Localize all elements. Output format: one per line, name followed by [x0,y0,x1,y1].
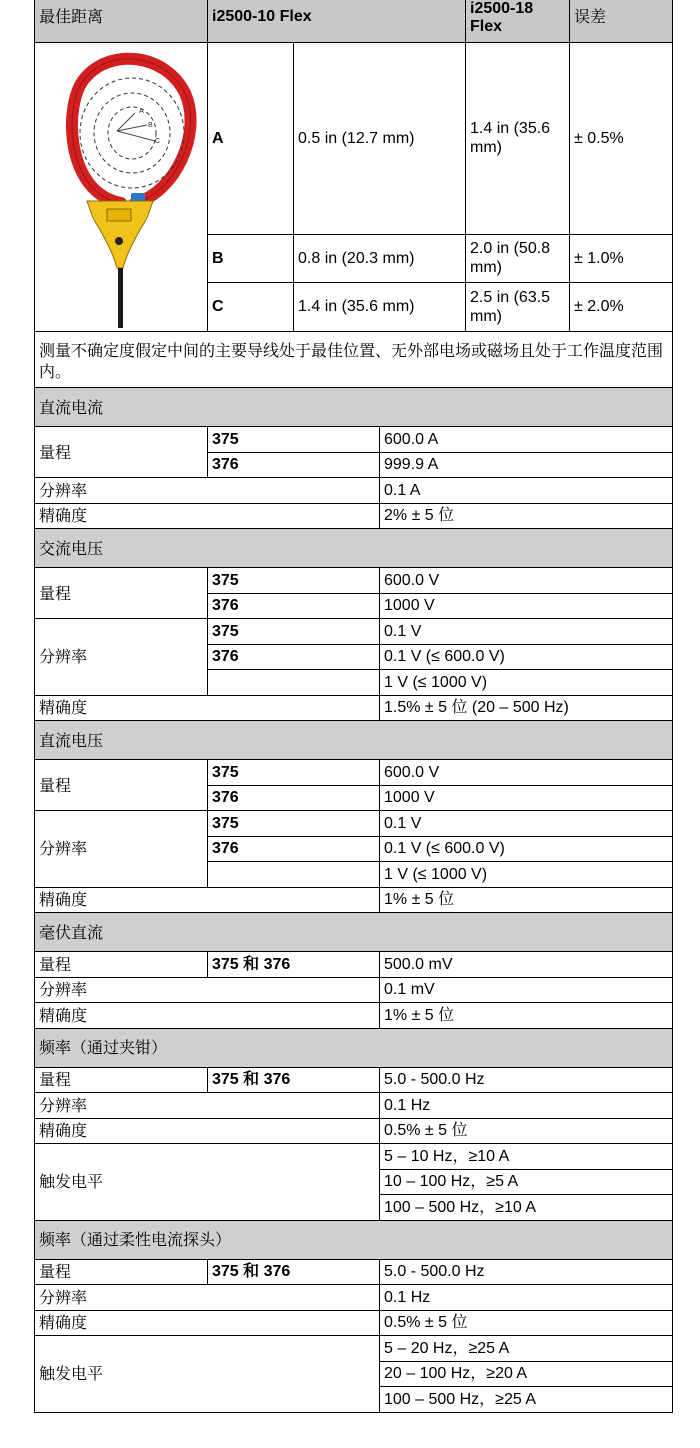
a-i2500-18: 1.4 in (35.6 mm) [466,43,570,235]
optimal-distance-table [34,0,673,390]
position-a: A [208,43,294,235]
ac-voltage-range-375: 600.0 V [380,568,673,594]
ac-voltage-resolution-label: 分辨率 [35,619,208,696]
c-error: ± 2.0% [570,282,673,331]
section-dc-voltage: 直流电压 [35,721,673,760]
freq-flex-accuracy-label: 精确度 [35,1310,380,1336]
b-error: ± 1.0% [570,234,673,282]
mv-dc-accuracy-label: 精确度 [35,1003,380,1029]
model-376: 376 [208,452,380,478]
b-i2500-10: 0.8 in (20.3 mm) [294,234,466,282]
dc-voltage-range-375: 600.0 V [380,760,673,786]
header-i2500-18: i2500-18 Flex [466,0,570,43]
model-blank [208,670,380,696]
dc-voltage-resolution-376: 0.1 V (≤ 600.0 V) [380,836,673,862]
a-i2500-10: 0.5 in (12.7 mm) [294,43,466,235]
b-i2500-18: 2.0 in (50.8 mm) [466,234,570,282]
freq-flex-accuracy: 0.5% ± 5 位 [380,1310,673,1336]
model-blank [208,862,380,888]
header-optimal-distance: 最佳距离 [35,0,208,43]
freq-clamp-trigger-label: 触发电平 [35,1144,380,1221]
freq-clamp-trigger-2: 10 – 100 Hz，≥5 A [380,1169,673,1195]
spec-table [34,387,673,1413]
freq-clamp-accuracy-label: 精确度 [35,1118,380,1144]
section-frequency-flex: 频率（通过柔性电流探头） [35,1220,673,1259]
model-376: 376 [208,593,380,619]
c-i2500-18: 2.5 in (63.5 mm) [466,282,570,331]
freq-flex-range-label: 量程 [35,1259,208,1285]
model-376: 376 [208,644,380,670]
freq-flex-trigger-2: 20 – 100 Hz，≥20 A [380,1361,673,1387]
freq-clamp-range-label: 量程 [35,1067,208,1093]
freq-flex-range: 5.0 - 500.0 Hz [380,1259,673,1285]
freq-clamp-range: 5.0 - 500.0 Hz [380,1067,673,1093]
dc-voltage-range-376: 1000 V [380,785,673,811]
freq-flex-resolution-label: 分辨率 [35,1285,380,1311]
ac-voltage-accuracy-label: 精确度 [35,695,380,721]
model-376: 376 [208,785,380,811]
mv-dc-resolution-label: 分辨率 [35,977,380,1003]
probe-diagram-cell [35,43,208,332]
model-375: 375 [208,619,380,645]
header-error: 误差 [570,0,673,43]
dc-current-resolution-label: 分辨率 [35,478,380,504]
freq-clamp-trigger-1: 5 – 10 Hz，≥10 A [380,1144,673,1170]
freq-clamp-trigger-3: 100 – 500 Hz，≥10 A [380,1195,673,1221]
freq-clamp-resolution: 0.1 Hz [380,1093,673,1119]
model-375-376: 375 和 376 [208,1259,380,1285]
dc-voltage-resolution-375: 0.1 V [380,811,673,837]
position-c: C [208,282,294,331]
mv-dc-resolution: 0.1 mV [380,977,673,1003]
section-ac-voltage: 交流电压 [35,529,673,568]
section-mv-dc: 毫伏直流 [35,913,673,952]
dc-voltage-accuracy-label: 精确度 [35,887,380,913]
section-dc-current: 直流电流 [35,388,673,427]
ac-voltage-resolution-376: 0.1 V (≤ 600.0 V) [380,644,673,670]
ac-voltage-resolution-375: 0.1 V [380,619,673,645]
header-i2500-10: i2500-10 Flex [208,0,466,43]
ac-voltage-accuracy: 1.5% ± 5 位 (20 – 500 Hz) [380,695,673,721]
c-i2500-10: 1.4 in (35.6 mm) [294,282,466,331]
diagram-label-a: A [139,108,144,115]
dc-current-accuracy-label: 精确度 [35,503,380,529]
freq-flex-trigger-label: 触发电平 [35,1336,380,1413]
freq-clamp-resolution-label: 分辨率 [35,1093,380,1119]
dc-current-range-375: 600.0 A [380,427,673,453]
model-375-376: 375 和 376 [208,1067,380,1093]
dc-voltage-accuracy: 1% ± 5 位 [380,887,673,913]
ac-voltage-range-376: 1000 V [380,593,673,619]
freq-flex-resolution: 0.1 Hz [380,1285,673,1311]
dc-current-resolution: 0.1 A [380,478,673,504]
a-error: ± 0.5% [570,43,673,235]
freq-flex-trigger-3: 100 – 500 Hz，≥25 A [380,1387,673,1413]
model-375: 375 [208,760,380,786]
freq-flex-trigger-1: 5 – 20 Hz，≥25 A [380,1336,673,1362]
mv-dc-range-label: 量程 [35,952,208,978]
dc-current-range-label: 量程 [35,427,208,478]
model-375: 375 [208,568,380,594]
dc-voltage-resolution-376-high: 1 V (≤ 1000 V) [380,862,673,888]
dc-current-range-376: 999.9 A [380,452,673,478]
freq-clamp-accuracy: 0.5% ± 5 位 [380,1118,673,1144]
diagram-label-c: C [155,138,161,145]
model-375: 375 [208,811,380,837]
uncertainty-note: 测量不确定度假定中间的主要导线处于最佳位置、无外部电场或磁场且处于工作温度范围内。 [35,332,673,390]
dc-current-accuracy: 2% ± 5 位 [380,503,673,529]
model-376: 376 [208,836,380,862]
dc-voltage-resolution-label: 分辨率 [35,811,208,888]
ac-voltage-range-label: 量程 [35,568,208,619]
model-375-376: 375 和 376 [208,952,380,978]
model-375: 375 [208,427,380,453]
flex-probe-diagram [35,43,208,331]
mv-dc-accuracy: 1% ± 5 位 [380,1003,673,1029]
section-frequency-clamp: 频率（通过夹钳） [35,1028,673,1067]
dc-voltage-range-label: 量程 [35,760,208,811]
mv-dc-range: 500.0 mV [380,952,673,978]
ac-voltage-resolution-376-high: 1 V (≤ 1000 V) [380,670,673,696]
position-b: B [208,234,294,282]
diagram-label-b: B [148,122,153,129]
